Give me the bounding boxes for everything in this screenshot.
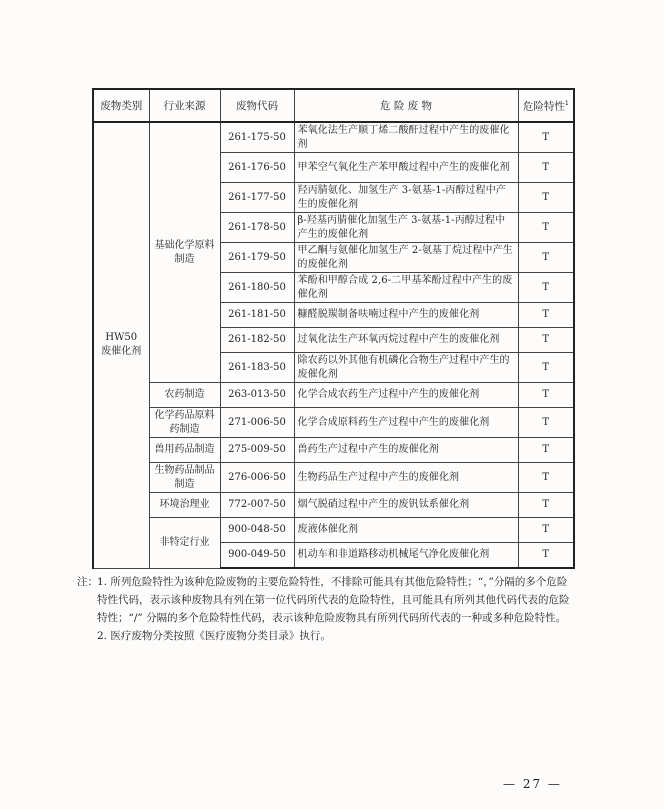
waste-description-cell: 烟气脱硝过程中产生的废钒钛系催化剂 [294, 493, 518, 518]
hazard-property-cell: T [518, 273, 574, 303]
header-hazard-property-label: 危险特性 [522, 100, 565, 113]
waste-code-cell: 261-177-50 [220, 183, 294, 213]
waste-description-cell: 废液体催化剂 [294, 518, 518, 543]
footnote-2 [77, 627, 577, 645]
header-waste-category: 废物类别 [93, 89, 149, 122]
waste-description-cell: 除农药以外其他有机磷化合物生产过程中产生的废催化剂 [294, 353, 518, 383]
waste-code-cell: 900-049-50 [220, 543, 294, 569]
hazard-property-cell: T [518, 518, 574, 543]
table-row [93, 408, 574, 438]
waste-description-cell: 兽药生产过程中产生的废催化剂 [294, 438, 518, 463]
waste-description-cell: β-羟基丙腈催化加氢生产 3-氨基-1-丙醇过程中产生的废催化剂 [294, 213, 518, 243]
waste-code-cell: 261-180-50 [220, 273, 294, 303]
waste-code-cell: 261-179-50 [220, 243, 294, 273]
waste-description-cell: 过氧化法生产环氧丙烷过程中产生的废催化剂 [294, 328, 518, 353]
waste-code-cell: 261-181-50 [220, 303, 294, 328]
waste-code-cell: 900-048-50 [220, 518, 294, 543]
waste-description-cell: 化学合成原料药生产过程中产生的废催化剂 [294, 408, 518, 438]
waste-code-cell: 263-013-50 [220, 383, 294, 408]
waste-code-cell: 261-183-50 [220, 353, 294, 383]
header-waste-code: 废物代码 [220, 89, 294, 122]
footnotes [77, 573, 577, 645]
hazard-property-cell: T [518, 213, 574, 243]
header-industry-source: 行业来源 [149, 89, 220, 122]
hazard-property-cell: T [518, 303, 574, 328]
hazard-property-cell: T [518, 543, 574, 569]
industry-label: 基础化学原料 制造 [154, 239, 215, 265]
waste-code-cell: 276-006-50 [220, 463, 294, 493]
industry-cell [149, 122, 220, 383]
industry-label: 兽用药品制造 [154, 444, 215, 455]
waste-code-cell: 271-006-50 [220, 408, 294, 438]
waste-description-cell: 羟丙腈氨化、加氢生产 3-氨基-1-丙醇过程中产生的废催化剂 [294, 183, 518, 213]
page-number: — 27 — [503, 777, 562, 791]
hazard-property-cell: T [518, 408, 574, 438]
waste-description-cell: 糠醛脱羰制备呋喃过程中产生的废催化剂 [294, 303, 518, 328]
hazard-property-cell: T [518, 153, 574, 183]
hazard-property-cell: T [518, 183, 574, 213]
waste-code-cell: 261-178-50 [220, 213, 294, 243]
industry-cell [149, 438, 220, 463]
waste-code-cell: 772-007-50 [220, 493, 294, 518]
hazard-property-cell: T [518, 493, 574, 518]
industry-label: 环境治理业 [159, 499, 210, 510]
industry-cell [149, 383, 220, 408]
waste-description-cell: 苯氧化法生产顺丁烯二酸酐过程中产生的废催化剂 [294, 122, 518, 153]
header-footnote-mark: 1 [564, 100, 569, 108]
industry-label: 农药制造 [164, 389, 205, 400]
footnote-1-text: 1. 所列危险特性为该种危险废物的主要危险特性，不排除可能具有其他危险特性；“，”分隔的多个危险特性代码，表示该种废物具有列在第一位代码所代表的危险特性，且可能具有所列其他代码代表的危险特性；“/” 分隔的多个危险特性代码，表示该种危险废物具有所列代码所代表的一种或多种危险特性。 [97, 576, 570, 624]
industry-cell [149, 408, 220, 438]
waste-code-cell: 261-182-50 [220, 328, 294, 353]
footnote-2-text: 2. 医疗废物分类按照《医疗废物分类目录》执行。 [97, 630, 331, 642]
table-row [93, 493, 574, 518]
waste-description-cell: 生物药品生产过程中产生的废催化剂 [294, 463, 518, 493]
industry-cell [149, 518, 220, 569]
waste-code-cell: 275-009-50 [220, 438, 294, 463]
hazard-property-cell: T [518, 438, 574, 463]
industry-label: 生物药品制品 制造 [154, 464, 215, 490]
table-row [93, 383, 574, 408]
waste-description-cell: 苯酚和甲醇合成 2,6-二甲基苯酚过程中产生的废催化剂 [294, 273, 518, 303]
waste-description-cell: 机动车和非道路移动机械尾气净化废催化剂 [294, 543, 518, 569]
header-hazardous-waste: 危 险 废 物 [294, 89, 518, 122]
hazardous-waste-table [92, 88, 575, 569]
hazard-property-cell: T [518, 353, 574, 383]
waste-description-cell: 甲苯空气氧化生产苯甲酸过程中产生的废催化剂 [294, 153, 518, 183]
waste-description-cell: 甲乙酮与氨催化加氢生产 2-氨基丁烷过程中产生的废催化剂 [294, 243, 518, 273]
industry-label: 化学药品原料 药制造 [154, 409, 215, 435]
table-header-row [93, 89, 574, 122]
waste-code-cell: 261-176-50 [220, 153, 294, 183]
table-row [93, 518, 574, 543]
hazard-property-cell: T [518, 328, 574, 353]
footnote-1 [77, 573, 577, 627]
waste-category-cell [93, 122, 149, 568]
industry-cell [149, 493, 220, 518]
waste-description-cell: 化学合成农药生产过程中产生的废催化剂 [294, 383, 518, 408]
hazard-property-cell: T [518, 122, 574, 153]
table-row [93, 463, 574, 493]
footnote-label: 注： [77, 576, 98, 588]
header-hazard-property [518, 89, 574, 122]
hazard-property-cell: T [518, 243, 574, 273]
table-row [93, 438, 574, 463]
waste-category-label: HW50 废催化剂 [101, 332, 142, 358]
industry-cell [149, 463, 220, 493]
waste-code-cell: 261-175-50 [220, 122, 294, 153]
industry-label: 非特定行业 [159, 536, 210, 548]
hazard-property-cell: T [518, 463, 574, 493]
table-row [93, 122, 574, 153]
hazard-property-cell: T [518, 383, 574, 408]
